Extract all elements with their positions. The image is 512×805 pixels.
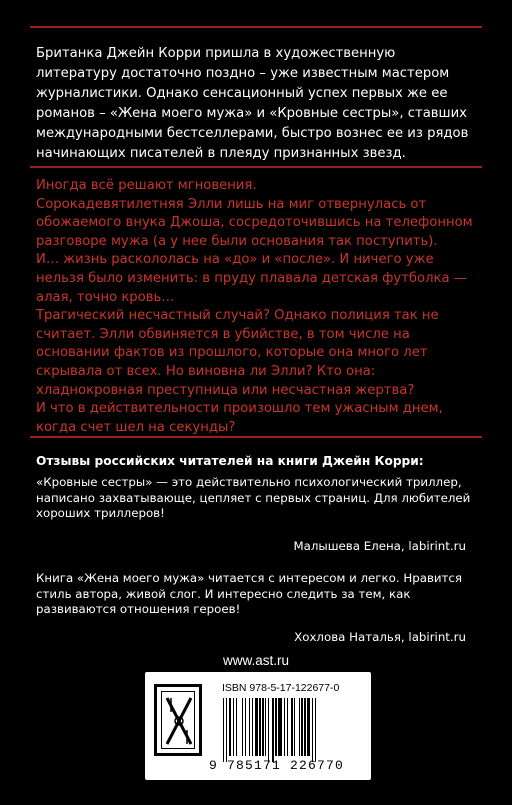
- barcode-bar: [278, 698, 282, 756]
- publisher-website: www.ast.ru: [222, 653, 290, 668]
- book-annotation: [36, 177, 476, 437]
- barcode-bar: [275, 698, 276, 756]
- barcode-bar: [242, 698, 243, 756]
- barcode-block: [145, 672, 371, 780]
- barcode-bar: [315, 698, 316, 762]
- barcode-bar: [223, 698, 224, 762]
- annotation-line: Сорокадевятилетняя Элли лишь на миг отвернулась от обожаемого внука Джоша, сосредоточившись на телефонном разговоре мужа (а у нее были основания так поступить).: [36, 196, 473, 249]
- annotation-line: И… жизнь раскололась на «до» и «после». И ничего уже нельзя было изменить: в пруду плавала детская футболка — алая, точно кровь…: [36, 252, 467, 305]
- annotation-divider: [30, 436, 482, 438]
- barcode-bar: [236, 698, 237, 756]
- author-bio: [36, 44, 476, 164]
- barcode-bar: [252, 698, 253, 756]
- barcode-bar: [299, 698, 300, 756]
- barcode-bar: [272, 698, 273, 762]
- barcode-bar: [233, 698, 234, 756]
- barcode-bar: [304, 698, 305, 756]
- barcode-bar: [255, 698, 258, 756]
- barcode-bars: [223, 698, 361, 756]
- author-bio-text: Британка Джейн Корри пришла в художественную литературу достаточно поздно – уже известным мастером журналистики. Однако сенсационный успех первых же ее романов – «Жена моего мужа» и «Кровные сестры», ставших международными бестселлерами, быстро вознес ее из рядов начинающих писателей в плеяду признанных звезд.: [36, 46, 469, 161]
- barcode-bar: [265, 698, 266, 756]
- isbn-label: ISBN 978-5-17-122677-0: [222, 682, 340, 694]
- top-rule: [30, 26, 482, 28]
- reviews-title: Отзывы российских читателей на книги Джейн Корри:: [36, 454, 424, 468]
- annotation-line: Трагический несчастный случай? Однако полиция так не считает. Элли обвиняется в убийстве, в том числе на основании фактов из прошлого, которые она много лет скрывала от всех. Но виновна ли Элли? Кто она: хладнокровная преступница или несчастная жертва?: [36, 308, 439, 398]
- publisher-logo-icon: [154, 684, 202, 756]
- review-text: «Кровные сестры» — это действительно психологический триллер, написано захватывающе, цепляет с первых страниц. Для любителей хороших триллеров!: [36, 475, 471, 520]
- barcode-bar: [259, 698, 260, 756]
- review-text: Книга «Жена моего мужа» читается с интересом и легко. Нравится стиль автора, живой слог. И интересно следить за тем, как развиваются отношения героев!: [36, 571, 463, 616]
- barcode-digits: 9 785171 226770: [209, 758, 345, 773]
- barcode-bar: [268, 698, 269, 762]
- barcode-bar: [287, 698, 288, 756]
- annotation-line: Иногда всё решают мгновения.: [36, 178, 257, 193]
- review-author: Хохлова Наталья, labirint.ru: [294, 630, 466, 644]
- barcode-bar: [262, 698, 263, 756]
- barcode-bar: [249, 698, 250, 756]
- barcode-bar: [245, 698, 246, 756]
- barcode-bar: [307, 698, 310, 756]
- barcode-bar: [284, 698, 285, 756]
- review-author: Малышева Елена, labirint.ru: [293, 539, 466, 553]
- barcode-bar: [229, 698, 232, 756]
- annotation-line: И что в действительности произошло тем ужасным днем, когда счет шел на секунды?: [36, 401, 443, 435]
- barcode-bar: [226, 698, 227, 762]
- barcode-bar: [301, 698, 302, 756]
- barcode-bar: [291, 698, 292, 756]
- bio-divider: [30, 166, 482, 168]
- barcode-bar: [294, 698, 295, 756]
- publisher-logo-glyph: [162, 692, 196, 750]
- barcode-bar: [312, 698, 313, 762]
